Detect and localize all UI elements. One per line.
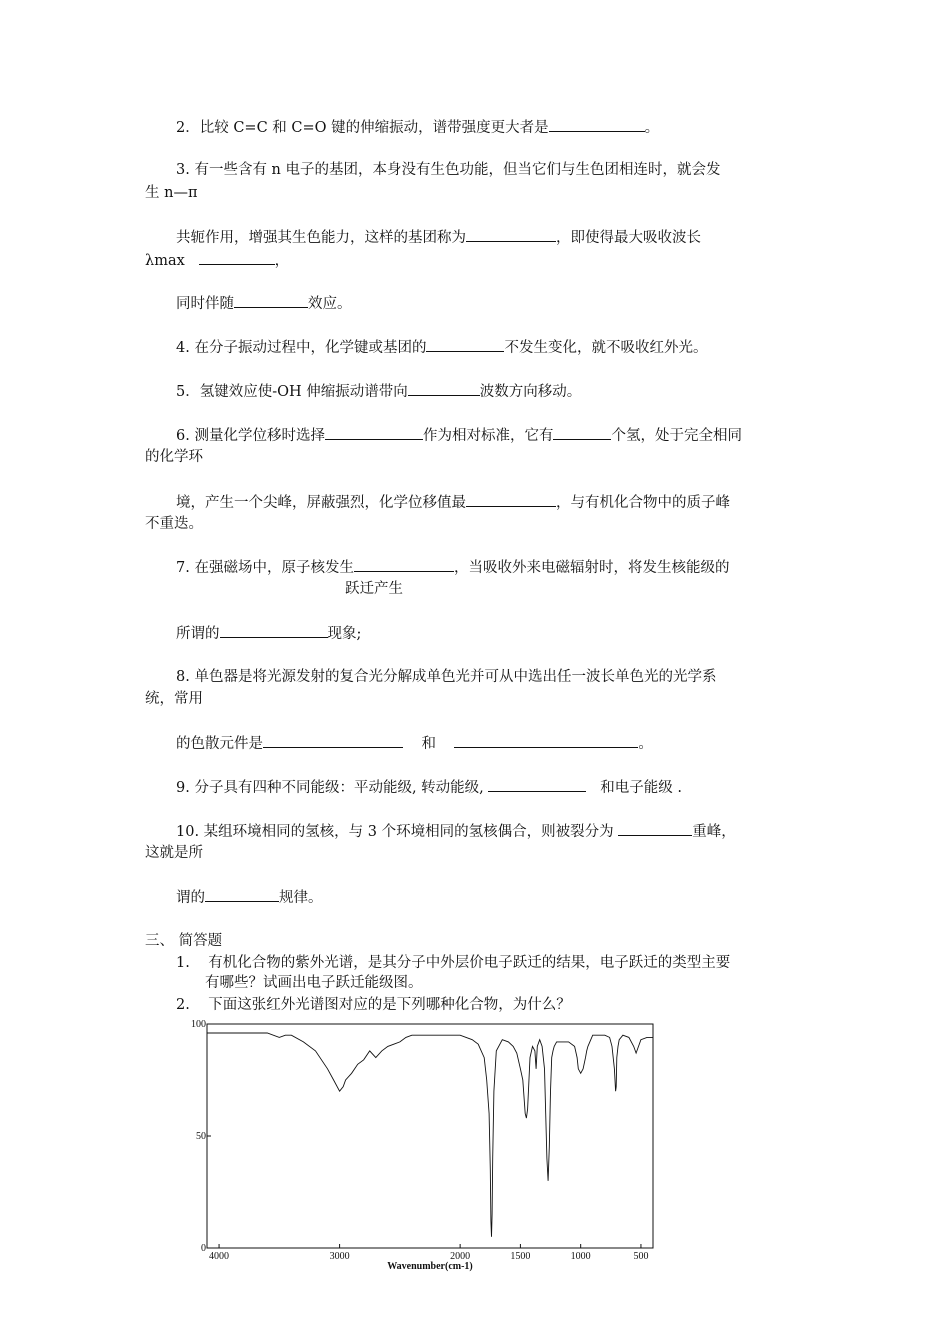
question-3-line-2 bbox=[145, 183, 197, 203]
question-7-line-1 bbox=[176, 557, 729, 578]
question-text: 现象; bbox=[327, 626, 362, 642]
question-text: 7. 在强磁场中，原子核发生 bbox=[176, 560, 354, 576]
question-text: 所谓的 bbox=[176, 626, 220, 642]
question-text: 不发生变化，就不吸收红外光。 bbox=[504, 340, 708, 356]
question-text: 9. 分子具有四种不同能级：平动能级, 转动能级, bbox=[176, 780, 484, 796]
question-text: 个氢，处于完全相同 bbox=[611, 428, 742, 444]
x-tick-label: 4000 bbox=[209, 1251, 230, 1262]
answer-blank[interactable] bbox=[466, 227, 556, 242]
question-8-line-1 bbox=[176, 667, 716, 687]
answer-blank[interactable] bbox=[263, 733, 403, 748]
question-3-line-5 bbox=[176, 293, 352, 314]
answer-blank[interactable] bbox=[199, 250, 275, 265]
question-text: 。 bbox=[638, 736, 653, 752]
short-question-1-line-2 bbox=[205, 973, 423, 993]
question-text: ， bbox=[274, 253, 290, 269]
question-10-line-3 bbox=[176, 887, 323, 908]
question-8-line-2 bbox=[145, 689, 203, 709]
question-text: 3. 有一些含有 n 电子的基团，本身没有生色功能，但当它们与生色团相连时，就会发 bbox=[176, 162, 721, 178]
question-text: 5．氢键效应使-OH 伸缩振动谱带向 bbox=[176, 384, 408, 400]
question-3-line-4 bbox=[145, 250, 289, 271]
question-text: 的色散元件是 bbox=[176, 736, 263, 752]
question-text: 同时伴随 bbox=[176, 296, 234, 312]
question-10-line-2 bbox=[145, 843, 203, 863]
question-text: 境，产生一个尖峰，屏蔽强烈，化学位移值最 bbox=[176, 495, 466, 511]
question-7-line-3 bbox=[176, 623, 361, 644]
ir-spectrum-chart bbox=[191, 1018, 665, 1274]
question-text: 跃迁产生 bbox=[345, 581, 403, 597]
question-text: 不重迭。 bbox=[145, 516, 203, 532]
answer-blank[interactable] bbox=[549, 117, 645, 132]
question-7-line-2 bbox=[345, 579, 403, 599]
question-text: 10. 某组环境相同的氢核，与 3 个环境相同的氢核偶合，则被裂分为 bbox=[176, 824, 614, 840]
question-text: 和电子能级 . bbox=[600, 780, 682, 796]
answer-blank[interactable] bbox=[408, 381, 480, 396]
question-4 bbox=[176, 337, 707, 358]
short-question-1-line-1 bbox=[176, 953, 730, 973]
question-6-line-1 bbox=[176, 425, 742, 446]
question-2 bbox=[176, 117, 659, 138]
answer-blank[interactable] bbox=[234, 293, 308, 308]
question-3-line-1 bbox=[176, 160, 721, 180]
answer-blank[interactable] bbox=[618, 821, 692, 836]
question-text: 这就是所 bbox=[145, 845, 203, 861]
question-text: 的化学环 bbox=[145, 449, 203, 465]
answer-blank[interactable] bbox=[205, 887, 279, 902]
section-title bbox=[145, 931, 222, 951]
question-6-line-3 bbox=[176, 492, 730, 513]
short-question-2 bbox=[176, 995, 571, 1015]
question-text: 下面这张红外光谱图对应的是下列哪种化合物，为什么？ bbox=[208, 997, 571, 1013]
section-title-text: 三、 简答题 bbox=[145, 933, 223, 949]
question-8-line-3 bbox=[176, 733, 653, 754]
question-3-line-3 bbox=[176, 227, 701, 248]
question-text: 6. 测量化学位移时选择 bbox=[176, 428, 325, 444]
question-text: 统，常用 bbox=[145, 691, 203, 707]
question-text: 效应。 bbox=[308, 296, 352, 312]
question-5 bbox=[176, 381, 581, 402]
answer-blank[interactable] bbox=[454, 733, 638, 748]
x-axis-label: Wavenumber(cm-1) bbox=[387, 1261, 473, 1272]
question-6-line-2 bbox=[145, 447, 203, 467]
plot-frame bbox=[207, 1024, 653, 1248]
answer-blank[interactable] bbox=[325, 425, 423, 440]
question-text: 有机化合物的紫外光谱，是其分子中外层价电子跃迁的结果，电子跃迁的类型主要 bbox=[208, 955, 731, 971]
y-tick-label: 50 bbox=[196, 1131, 206, 1142]
answer-blank[interactable] bbox=[426, 337, 504, 352]
item-number: 2. bbox=[176, 997, 190, 1013]
question-text: 8. 单色器是将光源发射的复合光分解成单色光并可从中选出任一波长单色光的光学系 bbox=[176, 669, 717, 685]
question-text: 波数方向移动。 bbox=[479, 384, 582, 400]
question-text: 有哪些？试画出电子跃迁能级图。 bbox=[205, 975, 423, 991]
question-text: 谓的 bbox=[176, 890, 205, 906]
answer-blank[interactable] bbox=[553, 425, 611, 440]
spectrum-line bbox=[207, 1033, 653, 1237]
x-axis bbox=[209, 1244, 648, 1262]
y-axis bbox=[191, 1019, 211, 1254]
x-tick-label: 1500 bbox=[510, 1251, 531, 1262]
x-tick-label: 1000 bbox=[570, 1251, 591, 1262]
question-text: λmax bbox=[145, 253, 185, 269]
x-tick-label: 3000 bbox=[329, 1251, 350, 1262]
answer-blank[interactable] bbox=[488, 777, 586, 792]
question-text: 规律。 bbox=[279, 890, 323, 906]
question-6-line-4 bbox=[145, 514, 203, 534]
y-tick-label: 100 bbox=[191, 1019, 206, 1030]
question-10-line-1 bbox=[176, 821, 736, 842]
x-tick-label: 2000 bbox=[450, 1251, 471, 1262]
question-text: 作为相对标准，它有 bbox=[422, 428, 554, 444]
answer-blank[interactable] bbox=[354, 557, 454, 572]
x-tick-label: 500 bbox=[633, 1251, 649, 1262]
question-text: 4. 在分子振动过程中，化学键或基团的 bbox=[176, 340, 427, 356]
question-text: 生 n—π bbox=[145, 185, 198, 201]
answer-blank[interactable] bbox=[220, 623, 328, 638]
question-text: ，当吸收外来电磁辐射时，将发生核能级的 bbox=[453, 560, 730, 576]
answer-blank[interactable] bbox=[466, 492, 556, 507]
question-text: ，即使得最大吸收波长 bbox=[556, 230, 701, 246]
question-text: 2．比较 C=C 和 C=O 键的伸缩振动，谱带强度更大者是 bbox=[176, 120, 549, 136]
question-text: 重峰， bbox=[692, 824, 736, 840]
question-text: 和 bbox=[421, 736, 436, 752]
question-text: ，与有机化合物中的质子峰 bbox=[556, 495, 730, 511]
question-text: 共轭作用，增强其生色能力，这样的基团称为 bbox=[176, 230, 466, 246]
y-tick-label: 0 bbox=[201, 1243, 206, 1254]
item-number: 1. bbox=[176, 955, 190, 971]
question-9 bbox=[176, 777, 682, 798]
question-text: 。 bbox=[644, 120, 660, 136]
